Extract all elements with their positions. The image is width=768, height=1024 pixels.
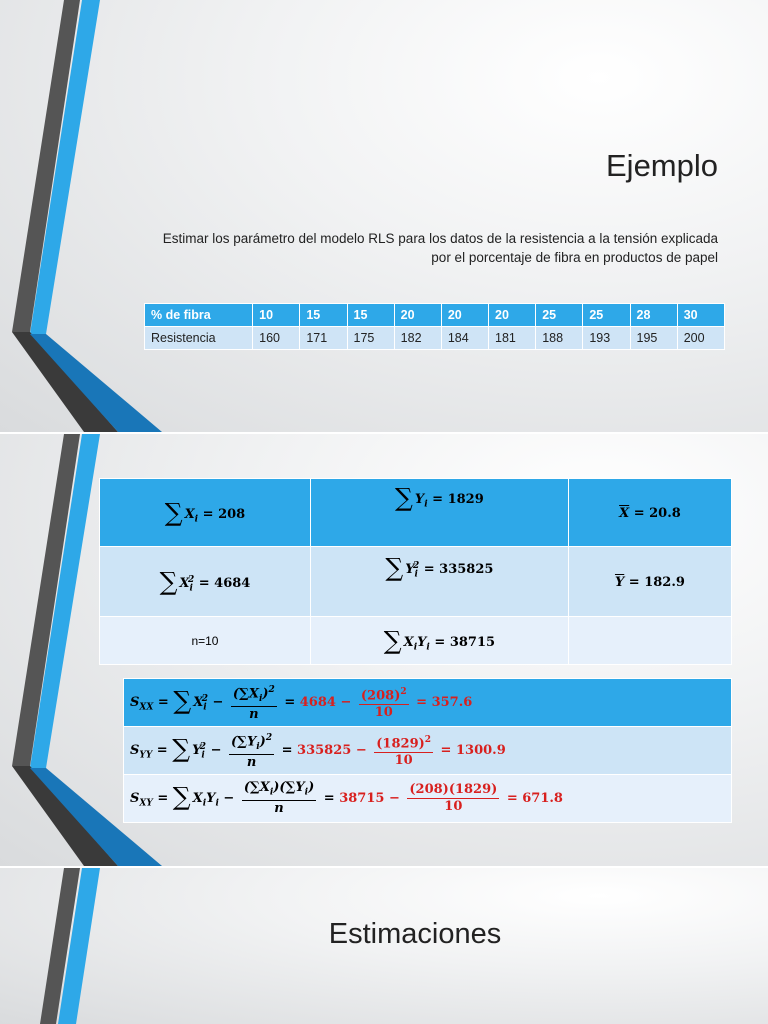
table-row [124, 727, 732, 775]
table-row [100, 479, 732, 547]
slide-2 [0, 434, 768, 866]
sums-table [99, 478, 732, 665]
sum-x-value: 208 [218, 507, 246, 522]
syy-result: 1300.9 [455, 743, 506, 758]
table-cell: 25 [536, 304, 583, 327]
table-cell: 10 [253, 304, 300, 327]
sum-x-cell: ∑ $X_i = 208$ [100, 479, 311, 547]
sxx-denominator: 10 [374, 705, 393, 721]
sum-xy-cell: ∑ $X_iY_i = 38715$ [310, 617, 568, 665]
table-cell: 195 [630, 327, 677, 350]
slide-1 [0, 0, 768, 432]
n-cell [100, 617, 311, 665]
sum-y-cell: ∑ $Y_i = 1829$ [310, 479, 568, 547]
table-cell: 200 [677, 327, 724, 350]
table-row [100, 617, 732, 665]
n-label: n=10 [191, 634, 219, 648]
syy-term: 335825 [297, 743, 352, 758]
formula-table [123, 678, 732, 823]
syy-formula: $S_{YY}$ = ∑ $Y_i^2$ − $\frac{(\sum Y_i)^2}{n}$ = 335825 − $\frac{(1829)^2}{10}$ = 1300.9 [124, 727, 732, 775]
sxy-result: 671.8 [522, 791, 563, 806]
slide-title: Estimaciones [328, 918, 502, 950]
table-cell: 25 [583, 304, 630, 327]
table-row [145, 327, 725, 350]
table-header-y: Resistencia [145, 327, 253, 350]
table-row [100, 547, 732, 617]
sum-x2-value: 4684 [214, 576, 251, 591]
empty-cell [568, 617, 731, 665]
table-cell: 15 [347, 304, 394, 327]
table-cell: 175 [347, 327, 394, 350]
table-row [124, 679, 732, 727]
sxx-numerator: (208) [360, 688, 401, 704]
mean-y-cell: $\overline{Y} = 182.9$ [568, 547, 731, 617]
table-cell: 160 [253, 327, 300, 350]
sum-y2-cell: ∑ $Y_i^2 = 335825$ [310, 547, 568, 617]
sxy-formula: $S_{XY}$ = ∑ $X_iY_i$ − $\frac{(\sum X_i)(\sum Y_i)}{n}$ = 38715 − $\frac{(208)(1829)}{10}$ = 671.8 [124, 775, 732, 823]
table-cell: 188 [536, 327, 583, 350]
sum-y2-value: 335825 [439, 562, 494, 577]
sxy-denominator: 10 [444, 799, 463, 814]
slide-title: Ejemplo [606, 148, 718, 183]
decorative-stripes [0, 0, 170, 432]
sxx-term: 4684 [299, 695, 336, 710]
table-cell: 20 [394, 304, 441, 327]
sum-x2-cell: ∑ $X_i^2 = 4684$ [100, 547, 311, 617]
data-table [144, 303, 725, 350]
table-cell: 30 [677, 304, 724, 327]
sxy-numerator: (208)(1829) [409, 782, 498, 797]
mean-y-value: 182.9 [644, 574, 685, 590]
slide-3 [0, 868, 768, 1024]
mean-x-value: 20.8 [649, 505, 681, 521]
sum-xy-value: 38715 [449, 635, 496, 650]
table-row [124, 775, 732, 823]
table-cell: 15 [300, 304, 347, 327]
table-cell: 171 [300, 327, 347, 350]
table-header-x: % de fibra [145, 304, 253, 327]
table-cell: 20 [489, 304, 536, 327]
table-cell: 182 [394, 327, 441, 350]
sxx-result: 357.6 [431, 695, 473, 710]
table-cell: 184 [441, 327, 488, 350]
syy-numerator: (1829) [376, 736, 425, 752]
slide-description: Estimar los parámetro del modelo RLS para los datos de la resistencia a la tensión explicada por el porcentaje de fibra en productos de papel [162, 231, 718, 265]
sxx-formula: $S_{XX}$ = ∑ $X_i^2$ − $\frac{(\sum X_i)^2}{n}$ = 4684 − $\frac{(208)^2}{10}$ = 357.6 [124, 679, 732, 727]
sxy-term: 38715 [339, 791, 385, 806]
table-cell: 193 [583, 327, 630, 350]
table-cell: 28 [630, 304, 677, 327]
table-cell: 181 [489, 327, 536, 350]
table-cell: 20 [441, 304, 488, 327]
sum-y-value: 1829 [447, 492, 484, 507]
syy-denominator: 10 [394, 753, 413, 769]
table-row [145, 304, 725, 327]
mean-x-cell: $\overline{X} = 20.8$ [568, 479, 731, 547]
